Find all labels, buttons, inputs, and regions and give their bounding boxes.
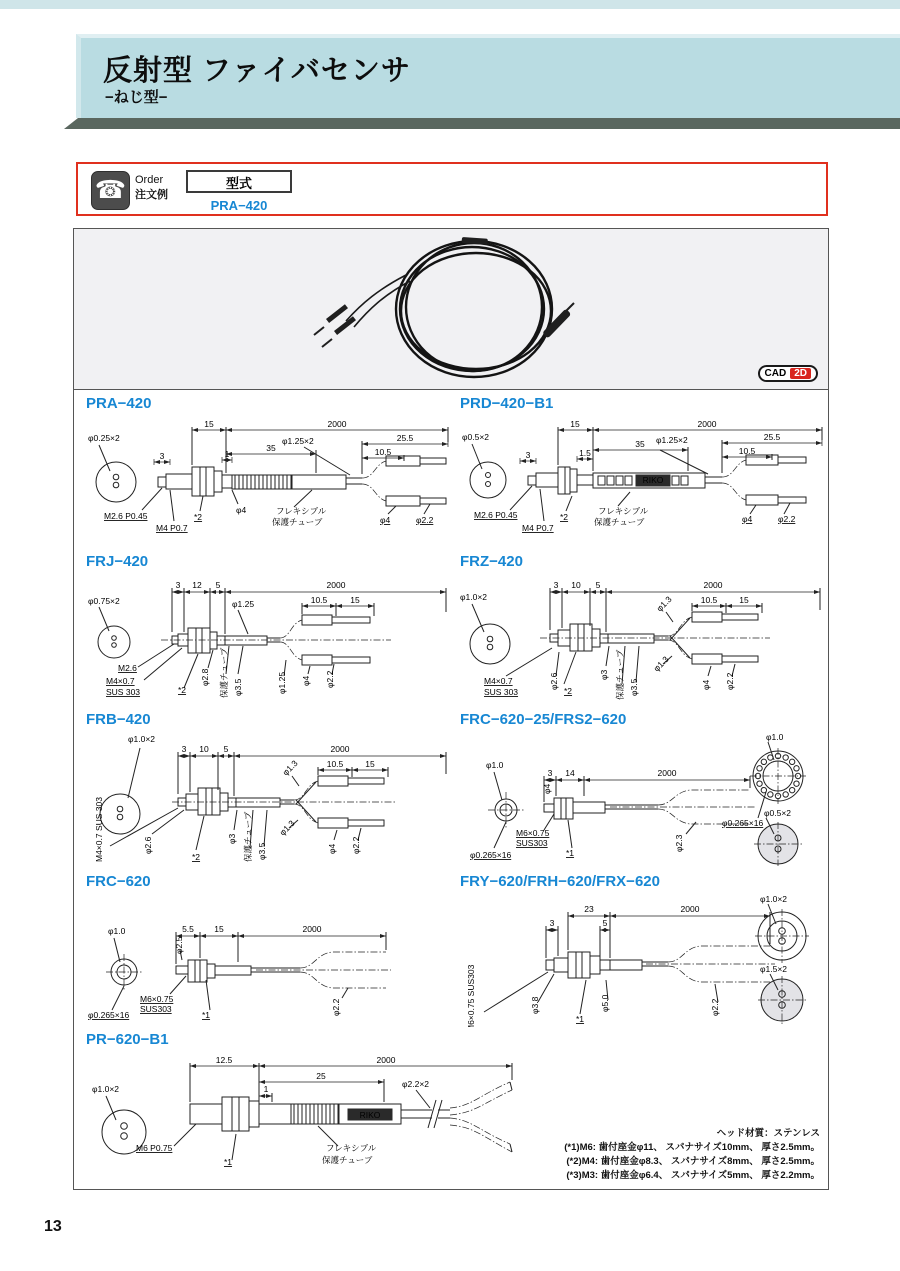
dim-label: 14: [565, 768, 575, 778]
dim-label: 15: [214, 924, 224, 934]
dim-label: *2: [560, 512, 569, 522]
dim-label: φ0.5×2: [764, 808, 792, 818]
dim-label: *2: [192, 852, 201, 862]
drawing-prd-420-b1: [460, 395, 830, 541]
note-material: ヘッド材質：ステンレス: [716, 1128, 820, 1139]
order-label-jp: 注文例: [135, 189, 168, 201]
dim-label: 5: [223, 744, 229, 754]
dim-label: *1: [566, 848, 575, 858]
dim-label: フレキシブル: [326, 1143, 377, 1153]
dim-label: M2.6 P0.45: [474, 510, 518, 520]
page-number: 13: [44, 1218, 62, 1235]
dim-label: φ2.6: [549, 672, 559, 690]
content-box: [73, 228, 829, 1190]
dim-label: φ1.0: [766, 732, 784, 742]
dim-label: 35: [266, 443, 276, 453]
dim-label: 10.5: [326, 759, 344, 769]
dim-label: φ1.0: [486, 760, 504, 770]
dim-label: φ4: [301, 675, 311, 686]
dim-label: 15: [204, 419, 214, 429]
dim-label: φ1.25×2: [282, 436, 314, 446]
dim-label: φ4: [542, 783, 552, 794]
dim-label: 10: [199, 744, 209, 754]
dim-label: φ1.25×2: [656, 435, 688, 445]
dim-label: 1: [263, 1084, 269, 1094]
drawing-title: PRD−420−B1: [460, 395, 554, 412]
technical-drawing: [86, 572, 456, 700]
dim-label: φ3.5: [233, 678, 243, 696]
dim-label: φ1.0×2: [760, 894, 788, 904]
dim-label: φ2.2: [351, 836, 361, 854]
drawing-title: FRC−620−25/FRS2−620: [460, 711, 627, 728]
dim-label: φ4: [380, 515, 391, 525]
dim-label: φ2.2: [331, 998, 341, 1016]
phone-icon: ☎: [91, 171, 130, 210]
dim-label: φ0.75×2: [88, 596, 120, 606]
drawing-fry-frh-frx-620: [460, 873, 830, 1032]
dim-label: φ1.25: [232, 599, 255, 609]
technical-drawing: [460, 414, 830, 536]
dim-label: φ4: [742, 514, 753, 524]
dim-label: 23: [584, 904, 594, 914]
dim-label: SUS 303: [106, 687, 141, 697]
dim-label: φ3.5: [629, 678, 639, 696]
dim-label: *2: [194, 512, 203, 522]
drawing-frc-620-25-frs2-620: [460, 711, 830, 873]
technical-drawing: [460, 892, 830, 1027]
drawing-pr-620-b1: [86, 1031, 516, 1177]
dim-label: *2: [178, 685, 187, 695]
dim-label: M2.6: [118, 663, 137, 673]
dim-label: 15: [570, 419, 580, 429]
dim-label: 35: [635, 439, 645, 449]
dim-label: SUS303: [516, 838, 548, 848]
dim-label: φ2.2×2: [402, 1079, 430, 1089]
dim-label: 3: [549, 918, 555, 928]
dim-label: φ1.3: [651, 654, 671, 674]
dim-label: 12: [192, 580, 202, 590]
dim-label: φ1.0: [108, 926, 126, 936]
page-title: 反射型 ファイバセンサ: [103, 55, 411, 87]
page-header: [76, 34, 900, 118]
drawing-title: PRA−420: [86, 395, 152, 412]
dim-label: M4 P0.7: [522, 523, 554, 533]
dim-label: 3: [175, 580, 181, 590]
drawing-title: FRB−420: [86, 711, 151, 728]
drawing-frc-620: [86, 873, 456, 1027]
dim-label: φ2.3: [674, 834, 684, 852]
dim-label: M4 P0.7: [156, 523, 188, 533]
drawing-title: FRY−620/FRH−620/FRX−620: [460, 873, 660, 890]
dim-label: M6×0.75 SUS303: [466, 964, 476, 1027]
dim-label: φ4: [236, 505, 247, 515]
dim-label: 2000: [657, 768, 677, 778]
dim-label: M6×0.75: [140, 994, 174, 1004]
dim-label: 2000: [326, 580, 346, 590]
dim-label: *1: [576, 1014, 585, 1024]
dim-label: M2.6 P0.45: [104, 511, 148, 521]
dim-label: φ2.2: [778, 514, 796, 524]
dim-label: M4×0.7: [106, 676, 135, 686]
drawing-frz-420: [460, 553, 830, 705]
dim-label: 保護チューブ: [272, 517, 323, 527]
dim-label: 1.5: [579, 448, 591, 458]
dim-label: φ2.2: [725, 672, 735, 690]
dim-label: 2000: [330, 744, 350, 754]
dim-label: 保護チューブ: [322, 1155, 373, 1165]
dim-label: RIKO: [359, 1110, 381, 1120]
dim-label: フレキシブル: [598, 506, 649, 516]
dim-label: 保護チューブ: [594, 517, 645, 527]
dim-label: *1: [202, 1010, 211, 1020]
cad-label: CAD: [764, 368, 787, 379]
product-photo-area: [74, 229, 828, 390]
dim-label: φ0.265×16: [88, 1010, 130, 1020]
drawing-title: FRJ−420: [86, 553, 149, 570]
dim-label: φ1.25: [277, 671, 287, 694]
dim-label: 3: [547, 768, 553, 778]
dim-label: φ4: [327, 843, 337, 854]
dim-label: RIKO: [642, 475, 664, 485]
technical-drawing: [460, 572, 830, 700]
cad-2d-badge: [758, 365, 818, 382]
technical-drawing: [86, 414, 456, 536]
dim-label: φ2.8: [200, 668, 210, 686]
dim-label: 10.5: [310, 595, 328, 605]
dim-label: 保護チューブ: [219, 647, 229, 698]
dim-label: φ2.2: [416, 515, 434, 525]
dim-label: 15: [350, 595, 360, 605]
drawing-frb-420: [86, 711, 456, 871]
dim-label: SUS303: [140, 1004, 172, 1014]
dim-label: 5: [215, 580, 221, 590]
dim-label: M6×0.75: [516, 828, 550, 838]
technical-drawing: [86, 892, 456, 1022]
order-model-number: PRA−420: [210, 198, 268, 213]
drawing-title: PR−620−B1: [86, 1031, 169, 1048]
note-1: (*1)M6: 歯付座金φ11、 スパナサイズ10mm、 厚さ2.5mm。: [564, 1142, 820, 1153]
dim-label: φ2.5: [174, 936, 184, 954]
dim-label: 2000: [327, 419, 347, 429]
drawing-title: FRC−620: [86, 873, 151, 890]
dim-label: M6 P0.75: [136, 1143, 173, 1153]
dim-label: 2000: [703, 580, 723, 590]
drawing-pra-420: [86, 395, 456, 541]
dim-label: φ2.2: [710, 998, 720, 1016]
dim-label: 3: [525, 450, 531, 460]
dim-label: φ1.0×2: [460, 592, 488, 602]
dim-label: φ3.5: [257, 842, 267, 860]
order-example-box: [76, 162, 828, 216]
dim-label: 25.5: [763, 432, 781, 442]
dim-label: 15: [739, 595, 749, 605]
dim-label: 10.5: [700, 595, 718, 605]
technical-drawing: [460, 730, 830, 868]
technical-drawing: [86, 1050, 516, 1172]
dim-label: φ2.6: [143, 836, 153, 854]
dim-label: φ0.265×16: [722, 818, 764, 828]
note-3: (*3)M3: 歯付座金φ6.4、 スパナサイズ5mm、 厚さ2.2mm。: [566, 1170, 820, 1181]
dim-label: 2000: [302, 924, 322, 934]
dim-label: φ1.3: [277, 818, 297, 838]
dim-label: φ1.3: [654, 594, 674, 614]
top-accent-strip: [0, 0, 900, 9]
dim-label: φ3.8: [530, 996, 540, 1014]
drawing-frj-420: [86, 553, 456, 705]
page-subtitle: −ねじ型−: [105, 89, 168, 106]
dim-label: 保護チューブ: [243, 811, 253, 862]
header-shadow-bar: [64, 118, 900, 129]
dim-label: 5.5: [182, 924, 194, 934]
order-label-en: Order: [135, 174, 164, 186]
dim-label: M4×0.7: [484, 676, 513, 686]
dim-label: 12.5: [215, 1055, 233, 1065]
dim-label: 15: [365, 759, 375, 769]
dim-label: 25: [316, 1071, 326, 1081]
technical-drawing: [86, 730, 456, 866]
cad-2d-label: 2D: [790, 368, 811, 379]
dim-label: 10.5: [738, 446, 756, 456]
dim-label: φ3: [599, 669, 609, 680]
dim-label: 3: [181, 744, 187, 754]
dim-label: φ3: [227, 833, 237, 844]
model-header: 型式: [186, 170, 292, 193]
dim-label: φ0.265×16: [470, 850, 512, 860]
dim-label: φ1.0×2: [128, 734, 156, 744]
dim-label: 5: [595, 580, 601, 590]
dim-label: 5: [602, 918, 608, 928]
dim-label: φ1.0×2: [92, 1084, 120, 1094]
dim-label: 2000: [680, 904, 700, 914]
dim-label: *1: [224, 1157, 233, 1167]
dim-label: 10: [571, 580, 581, 590]
dim-label: 1: [224, 449, 230, 459]
dim-label: φ4: [701, 679, 711, 690]
dim-label: φ1.5×2: [760, 964, 788, 974]
drawing-title: FRZ−420: [460, 553, 523, 570]
dim-label: 3: [159, 451, 165, 461]
dim-label: フレキシブル: [276, 506, 327, 516]
dim-label: 25.5: [396, 433, 414, 443]
note-2: (*2)M4: 歯付座金φ8.3、 スパナサイズ8mm、 厚さ2.5mm。: [566, 1156, 820, 1167]
dim-label: 2000: [697, 419, 717, 429]
order-labels: [135, 173, 168, 203]
dim-label: 10.5: [374, 447, 392, 457]
product-photo: [74, 229, 828, 388]
dim-label: 2000: [376, 1055, 396, 1065]
dim-label: φ5.0: [600, 994, 610, 1012]
dim-label: M4×0.7 SUS 303: [94, 797, 104, 862]
dim-label: φ2.2: [325, 670, 335, 688]
dim-label: *2: [564, 686, 573, 696]
dim-label: 保護チューブ: [615, 649, 625, 700]
dim-label: SUS 303: [484, 687, 519, 697]
dim-label: φ0.25×2: [88, 433, 120, 443]
dim-label: φ0.5×2: [462, 432, 490, 442]
dim-label: 3: [553, 580, 559, 590]
dim-label: φ1.3: [280, 758, 300, 778]
footnotes: [564, 1127, 820, 1183]
